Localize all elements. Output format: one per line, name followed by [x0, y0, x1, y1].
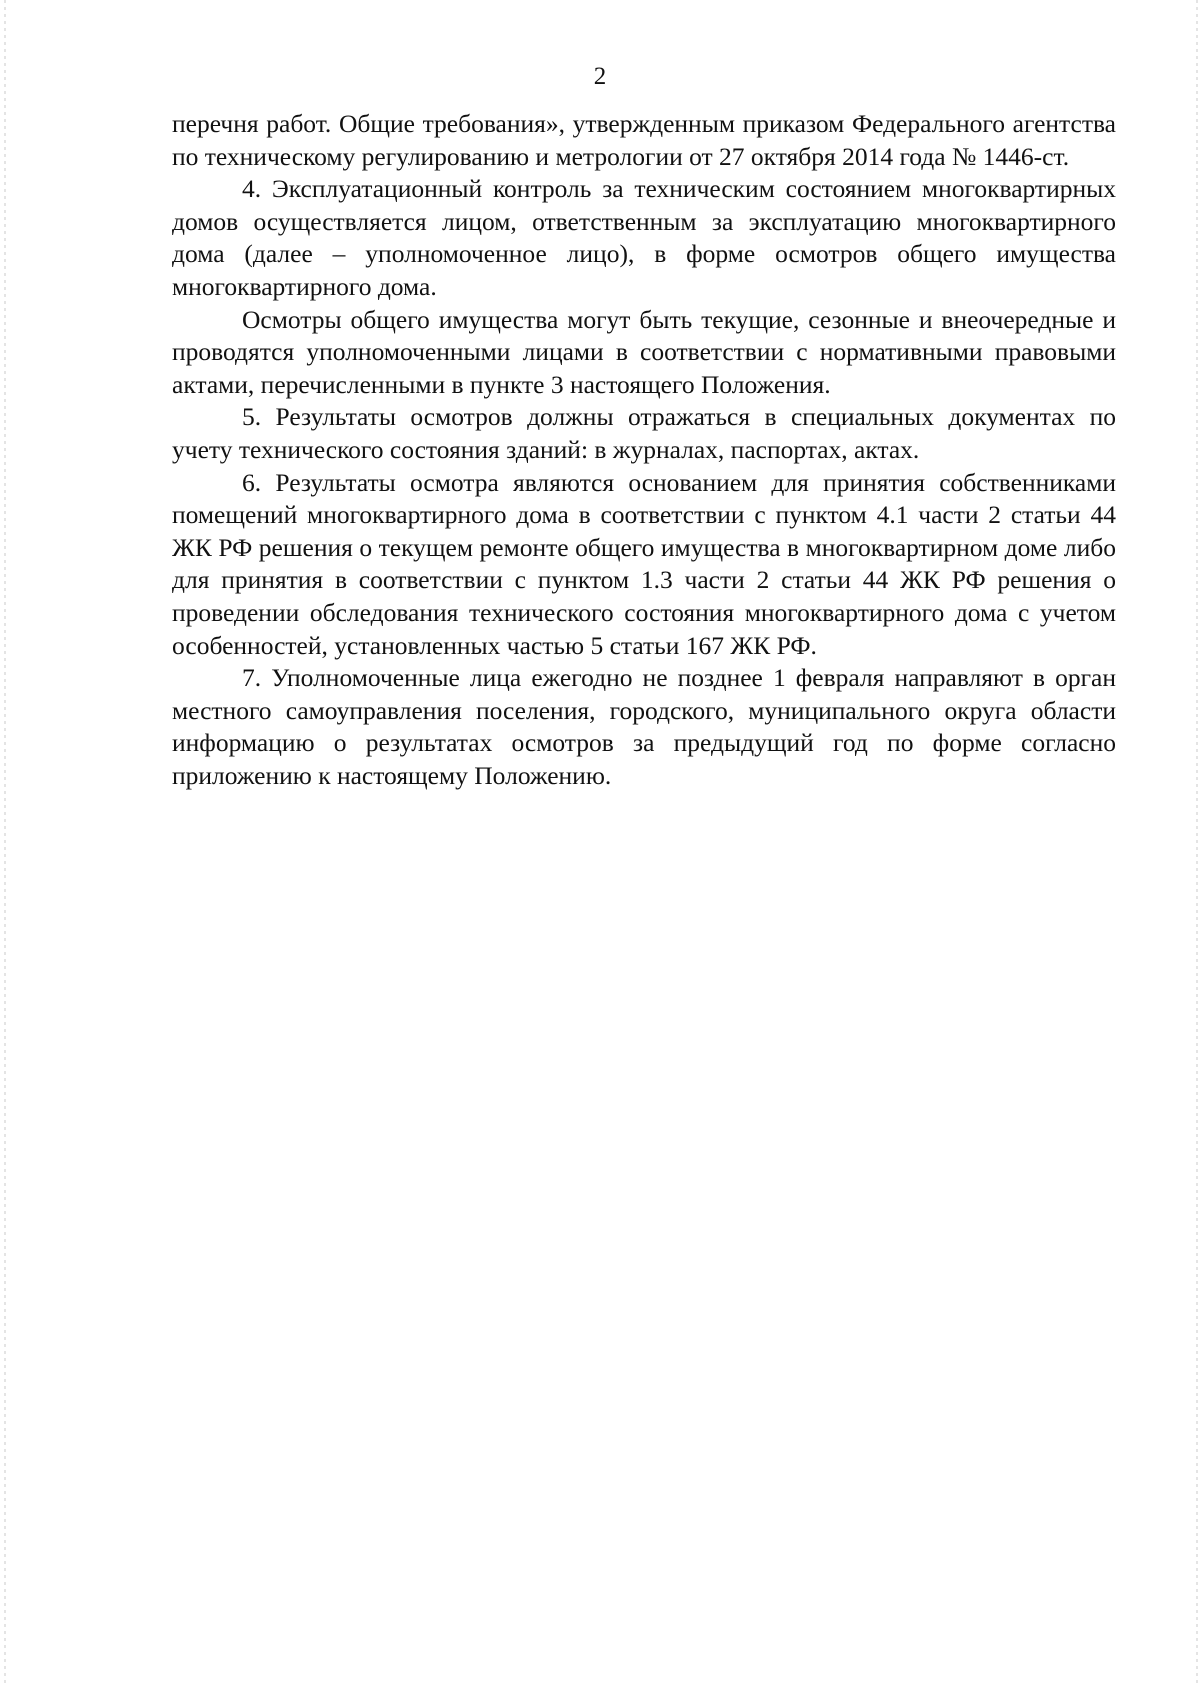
- paragraph-item-7: 7. Уполномоченные лица ежегодно не позднее 1 февраля направляют в орган местного самоуправления поселения, городского, муниципального округа области информацию о результатах осмотров за предыдущий год по форме согласно приложению к настоящему Положению.: [172, 663, 1116, 790]
- scan-edge-left: [4, 0, 6, 1686]
- page-number: 2: [593, 63, 607, 90]
- document-body: [172, 108, 1116, 792]
- paragraph-item-6: 6. Результаты осмотра являются основанием для принятия собственниками помещений многоквартирного дома в соответствии с пунктом 4.1 части 2 статьи 44 ЖК РФ решения о текущем ремонте общего имущества в многоквартирном доме либо для принятия в соответствии с пунктом 1.3 части 2 статьи 44 ЖК РФ решения о проведении обследования технического состояния многоквартирного дома с учетом особенностей, установленных частью 5 статьи 167 ЖК РФ.: [172, 467, 1116, 660]
- paragraph-inspections: Осмотры общего имущества могут быть текущие, сезонные и внеочередные и проводятся уполномоченными лицами в соответствии с нормативными правовыми актами, перечисленными в пункте 3 настоящего Положения.: [172, 304, 1116, 399]
- paragraph-item-5: 5. Результаты осмотров должны отражаться в специальных документах по учету технического состояния зданий: в журналах, паспортах, актах.: [172, 402, 1116, 464]
- paragraph-continuation: перечня работ. Общие требования», утвержденным приказом Федерального агентства по техническому регулированию и метрологии от 27 октября 2014 года № 1446-ст.: [172, 109, 1116, 171]
- paragraph-item-4: 4. Эксплуатационный контроль за техническим состоянием многоквартирных домов осуществляется лицом, ответственным за эксплуатацию многоквартирного дома (далее – уполномоченное лицо), в форме осмотров общего имущества многоквартирного дома.: [172, 174, 1116, 301]
- scan-edge-right: [1196, 0, 1198, 1686]
